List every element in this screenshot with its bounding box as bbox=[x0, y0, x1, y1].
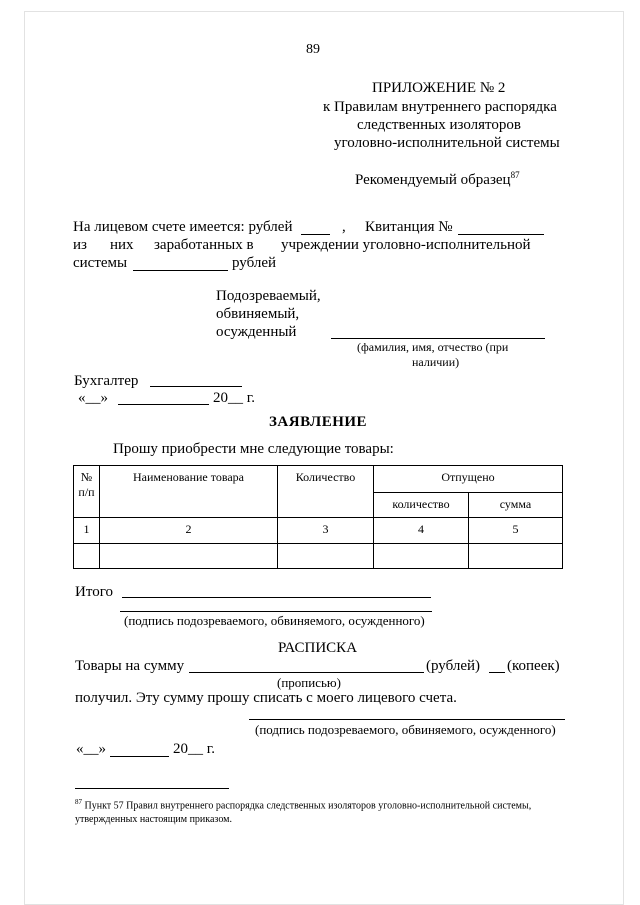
earned-w2: них bbox=[110, 237, 134, 253]
header-released: Отпущено bbox=[374, 466, 563, 493]
statement-title: ЗАЯВЛЕНИЕ bbox=[269, 414, 368, 430]
receipt-in-words: (прописью) bbox=[277, 675, 341, 690]
full-name-caption-1: (фамилия, имя, отчество (при bbox=[357, 340, 509, 354]
appendix-line-4: уголовно-исполнительной системы bbox=[334, 135, 560, 151]
header-num-line2: п/п bbox=[78, 485, 95, 499]
role-accused: обвиняемый, bbox=[216, 306, 300, 322]
footnote-ref: 87 bbox=[510, 170, 520, 180]
receipt-sum-field[interactable] bbox=[189, 672, 424, 673]
empty-cell[interactable] bbox=[469, 544, 563, 569]
earned-rubles-blank[interactable] bbox=[133, 270, 228, 271]
role-suspect: Подозреваемый, bbox=[216, 288, 321, 304]
footnote-text-2: утвержденных настоящим приказом. bbox=[75, 814, 232, 826]
receipt-signature-field[interactable] bbox=[249, 719, 565, 720]
earned-w3: заработанных в bbox=[154, 237, 254, 253]
col-number-1: 1 bbox=[74, 518, 100, 544]
receipt-date-day: «__» bbox=[76, 741, 106, 757]
receipt-rubles-label: (рублей) bbox=[426, 658, 481, 674]
header-num-line1: № bbox=[80, 470, 93, 484]
goods-table bbox=[73, 465, 563, 569]
system-label: системы bbox=[73, 255, 128, 271]
total-signature-caption: (подпись подозреваемого, обвиняемого, осужденного) bbox=[124, 613, 425, 628]
receipt-number-label: Квитанция № bbox=[365, 219, 453, 235]
col-number-5: 5 bbox=[469, 518, 563, 544]
appendix-line-3: следственных изоляторов bbox=[357, 117, 521, 133]
rubles-label: рублей bbox=[232, 255, 277, 271]
header-name: Наименование товара bbox=[100, 466, 278, 518]
receipt-date-year: 20__ г. bbox=[173, 741, 215, 757]
empty-cell[interactable] bbox=[74, 544, 100, 569]
empty-cell[interactable] bbox=[100, 544, 278, 569]
full-name-caption-2: наличии) bbox=[412, 355, 460, 369]
header-released-qty: количество bbox=[374, 493, 469, 518]
account-balance-label: На лицевом счете имеется: рублей bbox=[73, 219, 293, 235]
receipt-signature-caption: (подпись подозреваемого, обвиняемого, осужденного) bbox=[255, 722, 556, 737]
empty-cell[interactable] bbox=[374, 544, 469, 569]
header-quantity: Количество bbox=[278, 466, 374, 518]
recommended-sample-text: Рекомендуемый образец bbox=[355, 172, 511, 188]
col-number-4: 4 bbox=[374, 518, 469, 544]
role-convicted: осужденный bbox=[216, 324, 297, 340]
recommended-sample bbox=[355, 170, 520, 189]
appendix-title: ПРИЛОЖЕНИЕ № 2 bbox=[372, 80, 506, 96]
accountant-date-day: «__» bbox=[78, 390, 108, 406]
receipt-sum-label: Товары на сумму bbox=[75, 658, 185, 674]
receipt-number-blank[interactable] bbox=[458, 234, 544, 235]
col-number-2: 2 bbox=[100, 518, 278, 544]
earned-w4: учреждении уголовно-исполнительной bbox=[281, 237, 531, 253]
empty-cell[interactable] bbox=[278, 544, 374, 569]
footnote bbox=[75, 795, 563, 827]
comma: , bbox=[342, 219, 346, 235]
total-field[interactable] bbox=[122, 597, 431, 598]
rubles-blank[interactable] bbox=[301, 234, 330, 235]
receipt-kopecks-field[interactable] bbox=[489, 672, 505, 673]
accountant-label: Бухгалтер bbox=[74, 373, 139, 389]
accountant-date-year: 20__ г. bbox=[213, 390, 255, 406]
footnote-number: 87 bbox=[75, 798, 82, 806]
appendix-line-2: к Правилам внутреннего распорядка bbox=[323, 99, 557, 115]
receipt-date-month-field[interactable] bbox=[110, 756, 169, 757]
col-number-3: 3 bbox=[278, 518, 374, 544]
footnote-divider bbox=[75, 788, 229, 789]
earned-w1: из bbox=[73, 237, 87, 253]
accountant-signature-field[interactable] bbox=[150, 386, 242, 387]
accountant-date-month-field[interactable] bbox=[118, 404, 209, 405]
full-name-field[interactable] bbox=[331, 338, 545, 339]
footnote-text-1: Пункт 57 Правил внутреннего распорядка следственных изоляторов уголовно-исполнительной системы, bbox=[84, 800, 532, 812]
receipt-title: РАСПИСКА bbox=[278, 640, 358, 656]
header-num bbox=[74, 466, 100, 518]
page-number: 89 bbox=[306, 42, 320, 57]
receipt-text: получил. Эту сумму прошу списать с моего лицевого счета. bbox=[75, 690, 457, 706]
total-label: Итого bbox=[75, 584, 113, 600]
header-released-sum: сумма bbox=[469, 493, 563, 518]
receipt-kopecks-label: (копеек) bbox=[507, 658, 560, 674]
statement-request: Прошу приобрести мне следующие товары: bbox=[113, 441, 394, 457]
total-signature-field[interactable] bbox=[120, 611, 432, 612]
